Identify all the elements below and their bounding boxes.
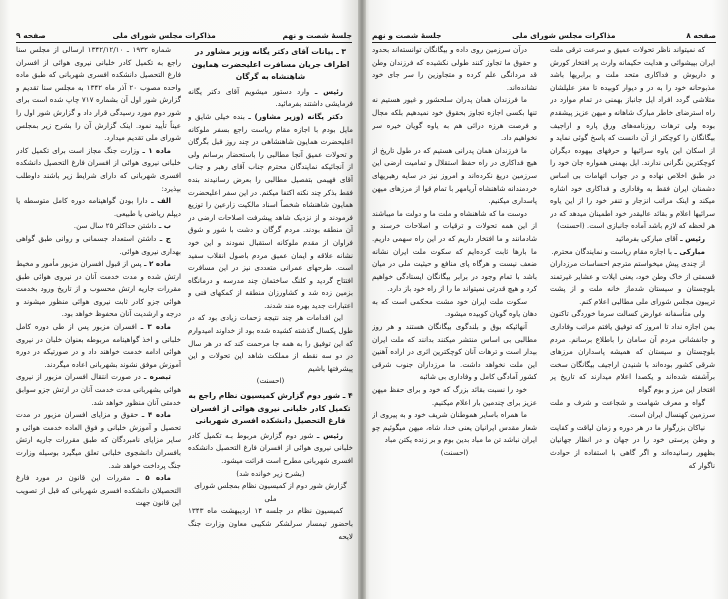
speaker-or-article-label: ماده ۳ ـ — [140, 322, 171, 332]
speaker-or-article-label: ماده ۴ ـ — [141, 410, 171, 420]
paragraph-text: شماره ۱۹۳۲ ـ ۱۳۴۲/۱۲/۱۰ ارسالی از مجلس سنا راجع به تکمیل کادر خلبانی نیروی هوائی از افسران فارغ التحصیل دانشکده افسری شهربانی که طبق ماده واحده مصوب ۲۰ آذر ماه ۱۳۴۲ به مجلس سنا تقدیم و گزارش شور اول آن بشماره ۷۱۷ چاپ شده است برای شور دوم مورد رسیدگی قرار داد و گزارش شور اول را عیناً تأیید نمود. اینک گزارش آن را بشرح زیر بمجلس شورای ملی تقدیم میدارد. — [16, 45, 181, 143]
paragraph — [550, 246, 715, 259]
paragraph — [16, 321, 181, 371]
paragraph — [188, 111, 353, 313]
speaker-or-article-label: مبارکی ـ — [674, 246, 705, 256]
paragraph-text: گواه و معرف شهامت و شجاعت و شرف و ملت سرزمین کهنسال ایران است. — [550, 397, 715, 420]
text-column-left — [372, 44, 537, 594]
speaker-or-article-label: دکتر یگانه (وزیر مشاور) ـ — [248, 111, 343, 121]
paragraph-text: این اقدامات هر چند نتیجه زحمات زیادی بود که در طول یکسال گذشته کشیده شده بود از خداوند امیدوارم که این توفیق را به همه جا مرحمت کند که در هر سال در دو سه نقطه از مملکت شاهد این تحولات و این پیشرفتها باشیم — [188, 313, 353, 373]
paragraph — [16, 233, 181, 258]
paragraph — [188, 312, 353, 375]
paragraph — [550, 258, 715, 308]
paragraph — [16, 472, 181, 510]
speaker-or-article-label: رئیس ـ — [314, 86, 343, 96]
paragraph-text: وزارت جنگ مجاز است برای تکمیل کادر خلبانی نیروی هوائی از افسران فارغ التحصیل دانشکده افسری شهربانی که دارای شرایط زیر باشند داوطلب بپذیرد: — [16, 145, 181, 193]
page-header — [372, 28, 716, 43]
text-column-left — [16, 44, 181, 594]
paragraph — [550, 44, 715, 233]
paragraph-text: وارد دستور میشویم آقای دکتر یگانه فرمایشی داشتند بفرمائید. — [188, 86, 353, 109]
running-title: مذاکرات مجلس شورای ملی — [512, 31, 616, 40]
text-column-right — [550, 44, 715, 594]
section-heading: ۳ ـ بیانات آقای دکتر یگانه وزیر مشاور در اطراف جریان مسافرت اعلیحضرت همایون شاهنشاه به گرگان — [191, 47, 350, 82]
paragraph-text: که نمیتواند ناظر تحولات عمیق و سرعت ترقی ملت ایران بپیشوائی و هدایت حکیمانه وارث پر افتخار کورش و داریوش و فداکاری متحد ملت و برابریها باشد مذبوحانه خود را به در و دیوار کوبیده تا مغز علیلشان متلاشی گردد افراد ایل جانباز بهمنی در تمام موارد در راه استرضای خاطر مبارک شاهانه و میهن عزیز پیشقدم بوده ولی ترهات روزنامه‌های ورق پاره و اراجیف بیگانگان را کوچکتر از آن دانست که پاسخ گوئی نماید و از اسکان این یاوه سرائیها و حرفهای بیهوده دیگران کوچکترین نگرانی ندارند. ایل بهمنی همواره جان خود را در طبق اخلاص نهاده و در جواب اتهامات بی اساس دشمنان ایران فقط به وفاداری و فداکاری خود اشاره میکند و اینک مراتب انزجار و تنفر خود را از این یاوه سرائیها اعلام و بقائد عالیقدر خود اطمینان میدهد که در هر لحظه که لازم باشد آماده جانبازی است. (احسنت) — [550, 45, 715, 231]
paragraph — [372, 296, 537, 321]
text-column-right — [188, 44, 353, 594]
paragraph-text: حقوق و مزایای افسران مزبور در مدت تحصیل و آموزش خلبانی و فوق العاده خدمت هوائی و سایر مزایای نامبردگان که طبق مقررات جاریه ارتش بافسران دانشجوی خلبانی تعلق میگیرد بوسیله وزارت جنگ پرداخت خواهد شد. — [16, 410, 181, 470]
session-label: جلسهٔ شصت و نهم — [372, 31, 442, 40]
centered-note: گزارش شور دوم از کمیسیون نظام بمجلس شورای ملی — [194, 481, 347, 503]
paragraph-text: کمیسیون نظام در جلسه ۱۴ اردیبهشت ماه ۱۳۴۳ باحضور تیمسار سرلشکر شکیبی معاون وزارت جنگ لایحه — [188, 506, 353, 541]
paragraph — [372, 208, 537, 296]
paragraph-text: دوست ما که شاهنشاه و ملت ما و دولت ما میباشند از این همه تحولات و ترقیات و اصلاحات خرسند و شادمانند و ما افتخار داریم که در این راه سهمی داریم. ما بارها ثابت کرده‌ایم که سکوت ملت ایران نشانه ضعف نیست و هرگاه پای منافع و حیثیت ملی در میان باشد با تمام وجود در برابر بیگانگان ایستادگی خواهیم کرد و هیچ قدرتی نمیتواند ما را از راه خود باز دارد. — [372, 208, 537, 294]
paragraph-text: پس از قبول افسران مزبور مأمور و مخیط ارتش شده و مدت خدمت آنان در نیروی هوائی طبق مقررات جاریه ارتش محسوب و از تاریخ ورود بخدمت هوائی جزو کادر ثابت نیروی هوائی منظور میشوند و درجه و ارشدیت آنان محفوظ خواهد بود. — [16, 259, 181, 319]
paragraph-text: بنده خیلی شایق و مایل بودم با اجازه مقام ریاست راجع بسفر ملوکانه اعلیحضرت همایون شاهنشاهی در چند روز قبل بگرگان و تحولات عمیق آنجا مطالبی را باستحضار برسانم ولی از آنجائیکه نمایندگان محترم جناب آقای رهبر و جناب آقای فهیمی بتفصیل مطالبی را بعرض رسانیدند بنده فقط بذکر چند نکته اکتفا میکنم. در این سفر اعلیحضرت همایون شاهنشاه شخصاً اسناد مالکیت زارعین را توزیع فرمودند و از نزدیک شاهد پیشرفت اصلاحات ارضی در آن منطقه بودند. مردم گرگان و دشت با شور و شوق فراوان از مقدم ملوکانه استقبال نمودند و این خود نشانه علاقه و ایمان عمیق مردم باصول انقلاب سفید است. طرحهای عمرانی متعددی نیز در این مسافرت افتتاح گردید و کلنگ ساختمان چند مدرسه و درمانگاه بزمین زده شد و کشاورزان منطقه از کمکهای فنی و اعتبارات جدید بهره مند شدند. — [188, 111, 353, 310]
section-heading: ۴ ـ شور دوم گزارش کمیسیون نظام راجع به تکمیل کادر خلبانی نیروی هوائی از افسران فارغ التحصیل دانشکده افسری شهربانی — [188, 391, 353, 426]
paragraph — [188, 430, 353, 468]
page-number: صفحه ۸ — [686, 31, 716, 40]
paragraph — [188, 86, 353, 111]
paragraph — [16, 44, 181, 145]
paragraph — [16, 220, 181, 233]
speaker-or-article-label: الف ـ — [151, 196, 171, 206]
paragraph-text: با اجازه مقام ریاست و نمایندگان محترم. — [551, 246, 673, 256]
paragraph-text: مقررات این قانون در مورد فارغ التحصیلان دانشکده افسری شهربانی که قبل از تصویب این قانون جهت — [16, 473, 181, 508]
speaker-or-article-label: رئیس ـ — [316, 430, 343, 440]
paragraph-text: درآن سرزمین روی داده و بیگانگان توانسته‌اند بحدود و حقوق ما تجاوز کنند طولی نکشیده که فرزندان وطن قد مردانگی علم کرده و متجاوزین را سر جای خود نشانده‌اند. — [372, 45, 537, 92]
centered-note: (احسنت) — [440, 448, 469, 457]
paragraph — [188, 505, 353, 543]
paragraph-text: ما همراه باسایر هموطنان شریف خود و به پیروی از شعار مقدس ایرانیان یعنی خدا، شاه، میهن میگوئیم چو ایران نباشد تن ما مباد بدین بوم و بر زنده یکتن مباد — [372, 410, 537, 445]
book-gutter — [358, 0, 366, 599]
paragraph-text: داشتن استعداد جسمانی و روانی طبق گواهی بهداری نیروی هوائی. — [16, 233, 181, 256]
paragraph — [372, 145, 537, 208]
speaker-or-article-label: تبصره ـ — [143, 372, 171, 382]
paragraph-text: خود را نسبت بقائد بزرگ که خود و برای حفظ میهن عزیز برای چندمین بار اعلام میکنیم. — [372, 385, 537, 407]
paragraph — [372, 94, 537, 144]
speaker-or-article-label: ماده ۵ ـ — [136, 473, 171, 483]
paragraph-text: داشتن حداکثر ۲۵ سال سن. — [73, 221, 157, 231]
paragraph-text: دارا بودن گواهینامه دوره کامل متوسطه یا دیپلم ریاضی یا طبیعی. — [16, 196, 181, 218]
speaker-or-article-label: ماده ۲ ـ — [143, 259, 171, 269]
paragraph — [550, 233, 715, 246]
paragraph — [372, 321, 537, 384]
running-title: مذاکرات مجلس شورای ملی — [112, 31, 216, 40]
page-number: صفحه ۹ — [16, 31, 46, 40]
paragraph-text: از چندی پیش میخواستم مترجم احساسات مرزداران قسمتی از خاک وطن خود، یعنی ایلات و عشایر غیرتمند بلوچستان و سیستان شدماز خانه ملت و از پشت تریبون مجلس شورای ملی مطالبی اعلام کنم. — [550, 259, 715, 306]
paragraph — [550, 397, 715, 422]
paragraph-text: ما فرزندان همان پدران سلحشور و غیور هستیم نه تنها بکسی اجازه تجاوز بحقوق خود نمیدهیم بلکه مجال و فرصت هرزه درائی هم به یاوه گویان خیره سر نخواهیم داد. — [372, 95, 537, 143]
paragraph — [16, 409, 181, 472]
paragraph-text: سکوت ملت ایران خود مشت محکمی است که به دهان یاوه گویان کوبیده میشود. — [372, 296, 537, 319]
speaker-or-article-label: ج ـ — [159, 233, 171, 243]
paragraph-text: ولی متأسفانه عوارض کسالت سرما خوردگی تاکنون بمن اجازه نداد تا امروز که توفیق یافتم مراتب وفاداری و جانفشانی مردم آن سامان را باطلاع برسانم. مردم بلوچستان و سیستان که همیشه پاسداران مرزهای شرقی کشور بوده‌اند با شنیدن اراجیف بیگانگان سخت برآشفته شده‌اند و یکصدا اعلام میدارند که تاریخ پر افتخار این مرز و بوم گواه — [550, 309, 715, 395]
paragraph — [550, 308, 715, 396]
session-label: جلسهٔ شصت و نهم — [282, 31, 352, 40]
paragraph — [372, 44, 537, 94]
paragraph-text: نیاکان بزرگوار ما در هر دوره و زمان لیاقت و کفایت و وطن پرستی خود را در جهان و در انظار جهانیان بظهور رسانیده‌اند و اگر گاهی با استفاده از حوادث ناگوار که — [550, 422, 715, 470]
paragraph-text: شور دوم گزارش مربوط بـه تکمیل کادر خلبانی نیروی هوائی از افسران فارغ التحصیل دانشکده افسری شهربانی مطرح است قرائت میشود. — [188, 430, 353, 465]
paragraph — [550, 422, 715, 472]
paragraph — [16, 145, 181, 195]
speaker-or-article-label: رئیس ـ — [680, 233, 705, 243]
right-page — [362, 0, 728, 599]
centered-note: (احسنت) — [256, 376, 285, 386]
paragraph-text: در صورت انتقال افسران مزبور از نیروی هوائی بشهربانی مدت خدمت آنان در ارتش جزو سوابق خدمتی آنان منظور خواهد شد. — [16, 372, 181, 407]
page-header — [16, 28, 352, 43]
paragraph-text: آنهائیکه بوق و بلندگوی بیگانگان هستند و هر روز مطالبی بی اساس منتشر میکنند بدانند که ملت ایران بیدار است و ترهات آنان کوچکترین اثری در اراده آهنین این ملت نخواهد داشت. ما مرزداران جنوب شرقی کشور آمادگی کامل و وفاداری بی شائبه — [372, 322, 537, 382]
paragraph — [16, 371, 181, 409]
speaker-or-article-label: ماده ۱ ـ — [142, 145, 171, 155]
paragraph — [372, 384, 537, 409]
paragraph — [16, 258, 181, 321]
paragraph-text: افسران مزبور پس از طی دوره کامل خلبانی و اخذ گواهینامه مربوطه بعنوان خلبان در نیروی هوائی ادامه خدمت خواهند داد و در صورتیکه در دوره آموزش موفق نشوند بشهربانی اعاده میگردند. — [16, 322, 181, 369]
paragraph-text: ما فرزندان همان پدرانی هستیم که در طول تاریخ از هیچ فداکاری در راه حفظ استقلال و تمامیت ارضی این سرزمین دریغ نکرده‌اند و امروز نیز در سایه رهبریهای خردمندانه شاهنشاه آریامهر با تمام قوا از مرزهای میهن پاسداری میکنیم. — [372, 145, 537, 206]
speaker-or-article-label: ب ـ — [158, 221, 171, 231]
paragraph — [16, 195, 181, 220]
paragraph — [372, 409, 537, 447]
paragraph-text: آقای مبارکی بفرمائید — [615, 233, 678, 243]
left-page — [0, 0, 362, 599]
centered-note: (بشرح زیر خوانده شد) — [236, 468, 305, 478]
